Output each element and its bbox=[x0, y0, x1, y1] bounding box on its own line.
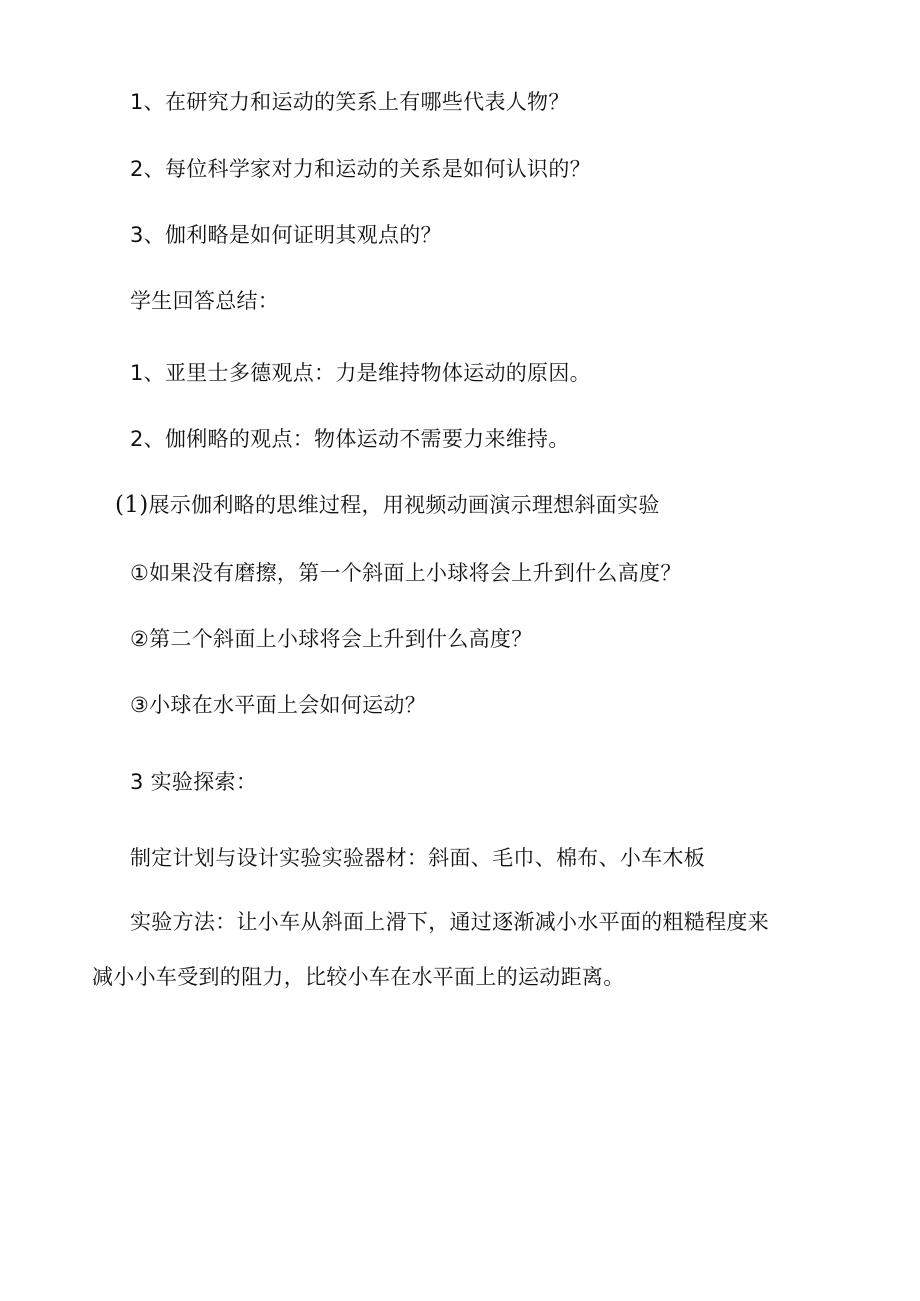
demo-question-3: ③小球在水平面上会如何运动？ bbox=[130, 693, 427, 717]
method-line-1: 实验方法：让小车从斜面上滑下，通过逐渐减小水平面的粗糙程度来 bbox=[130, 910, 769, 934]
demo-line bbox=[115, 490, 660, 520]
demo-marker: (1) bbox=[115, 492, 149, 518]
plan-line: 制定计划与设计实验实验器材：斜面、毛巾、棉布、小车木板 bbox=[130, 846, 706, 870]
summary-point-1: 1、亚里士多德观点：力是维持物体运动的原因。 bbox=[130, 361, 591, 385]
demo-question-1: ①如果没有磨擦，第一个斜面上小球将会上升到什么高度？ bbox=[130, 561, 682, 585]
method-line-2: 减小小车受到的阻力，比较小车在水平面上的运动距离。 bbox=[92, 965, 625, 989]
demo-question-2: ②第二个斜面上小球将会上升到什么高度？ bbox=[130, 627, 533, 651]
summary-point-2: 2、伽俐略的观点：物体运动不需要力来维持。 bbox=[130, 427, 570, 451]
section-3-heading: 3 实验探索： bbox=[130, 770, 258, 794]
question-3: 3、伽利略是如何证明其观点的？ bbox=[130, 223, 442, 247]
demo-text: 展示伽利略的思维过程，用视频动画演示理想斜面实验 bbox=[148, 493, 660, 517]
question-2: 2、每位科学家对力和运动的关系是如何认识的？ bbox=[130, 157, 591, 181]
summary-heading: 学生回答总结： bbox=[130, 289, 280, 313]
question-1: 1、在研究力和运动的笑系上有哪些代表人物？ bbox=[130, 90, 570, 114]
